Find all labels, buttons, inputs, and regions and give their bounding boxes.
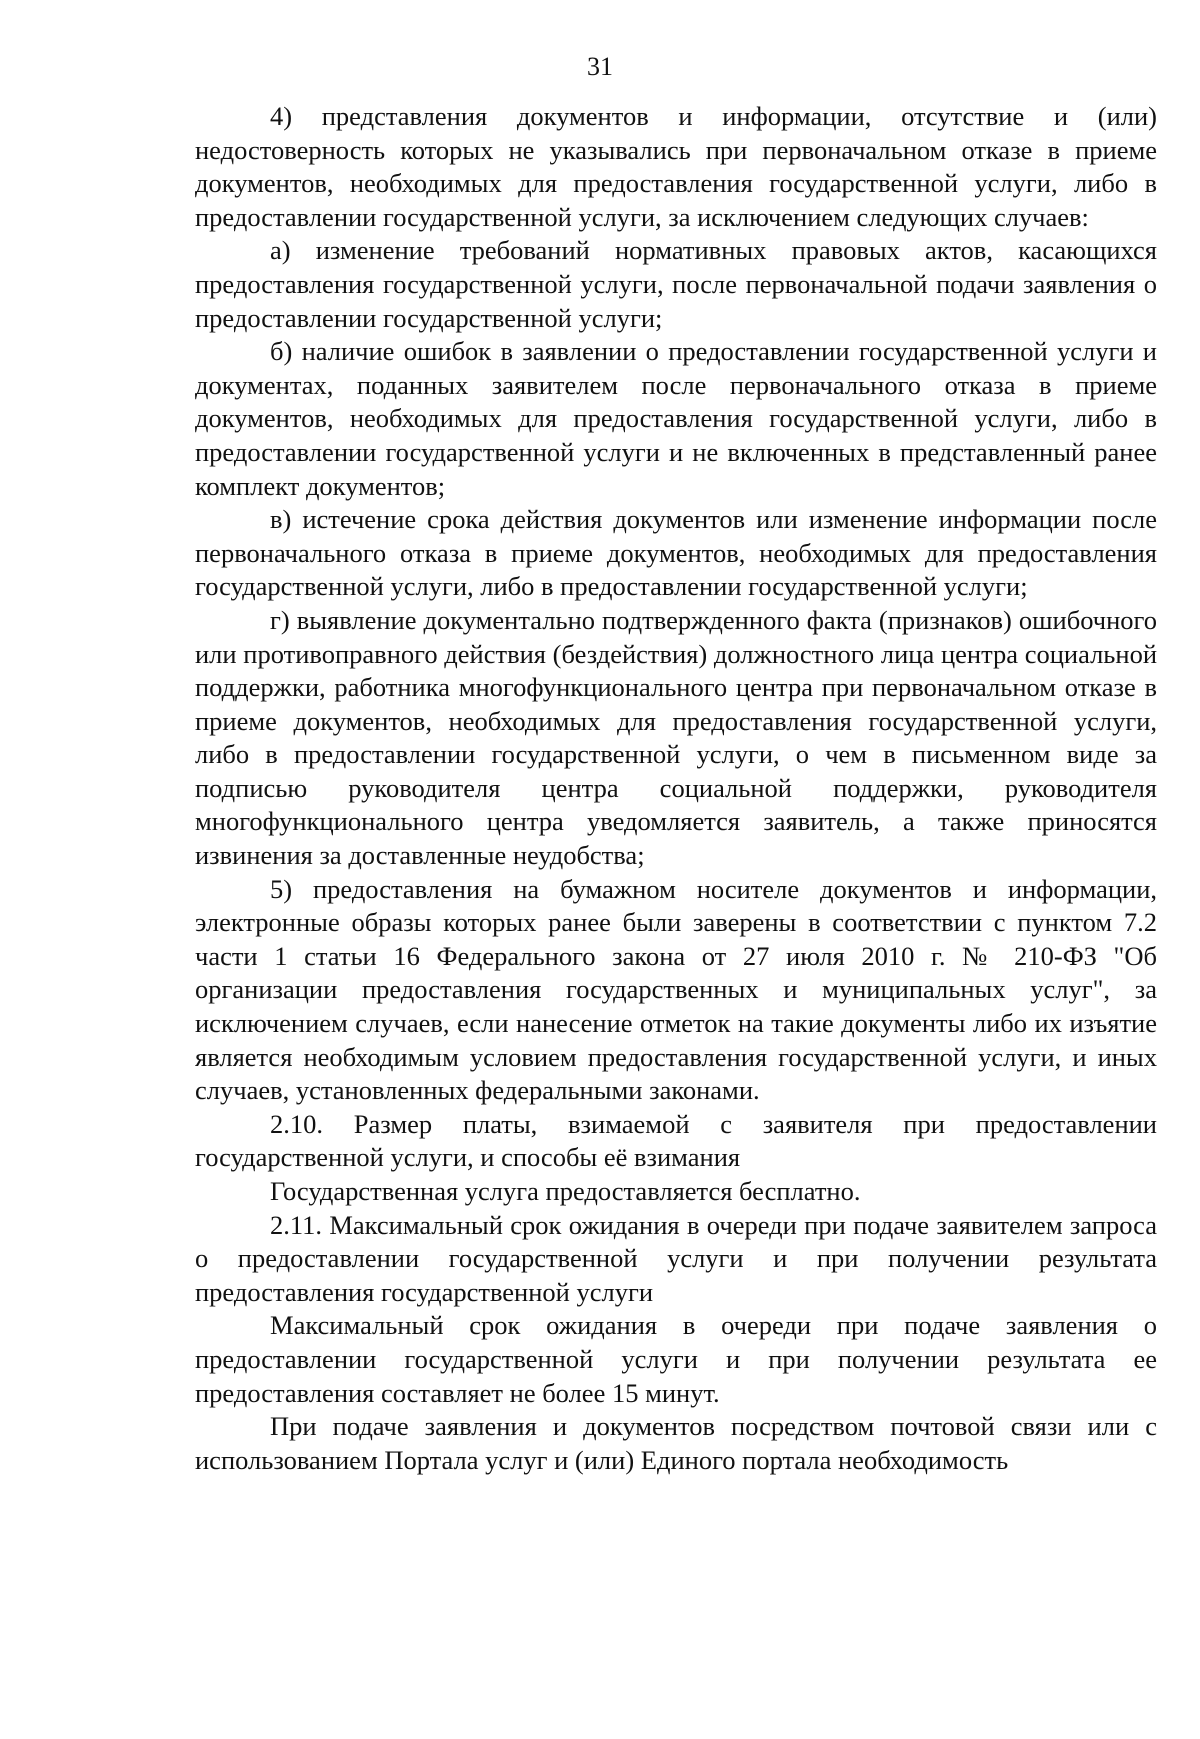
- paragraph-postal-submission: При подаче заявления и документов посредством почтовой связи или с использованием Портала услуг и (или) Единого портала необходимость: [195, 1411, 1157, 1475]
- paragraph-item-5: 5) предоставления на бумажном носителе документов и информации, электронные образы которых ранее были заверены в соответствии с пунктом 7.2 части 1 статьи 16 Федерального закона от 27 июля 2010 г. № 210-ФЗ "Об организации предоставления государственных и муниципальных услуг", за исключением случаев, если нанесение отметок на такие документы либо их изъятие является необходимым условием предоставления государственной услуги, и иных случаев, установленных федеральными законами.: [195, 873, 1157, 1106]
- section-heading-2-11: 2.11. Максимальный срок ожидания в очереди при подаче заявителем запроса о предоставлении государственной услуги и при получении результата предоставления государственной услуги: [195, 1209, 1157, 1307]
- paragraph-item-4: 4) представления документов и информации, отсутствие и (или) недостоверность которых не указывались при первоначальном отказе в приеме документов, необходимых для предоставления государственной услуги, либо в предоставлении государственной услуги, за исключением следующих случаев:: [195, 101, 1157, 232]
- paragraph-subitem-a: а) изменение требований нормативных правовых актов, касающихся предоставления государственной услуги, после первоначальной подачи заявления о предоставлении государственной услуги;: [195, 235, 1157, 333]
- paragraph-free-service: Государственная услуга предоставляется бесплатно.: [270, 1176, 861, 1206]
- paragraph-subitem-b: б) наличие ошибок в заявлении о предоставлении государственной услуги и документах, поданных заявителем после первоначального отказа в приеме документов, необходимых для предоставления государственной услуги, либо в предоставлении государственной услуги и не включенных в представленный ранее комплект документов;: [195, 336, 1157, 501]
- paragraph-max-wait: Максимальный срок ожидания в очереди при подаче заявления о предоставлении государственной услуги и при получении результата ее предоставления составляет не более 15 минут.: [195, 1310, 1157, 1408]
- section-heading-2-10: 2.10. Размер платы, взимаемой с заявителя при предоставлении государственной услуги, и способы её взимания: [195, 1108, 1157, 1173]
- page-number: 31: [587, 52, 613, 81]
- paragraph-subitem-g: г) выявление документально подтвержденного факта (признаков) ошибочного или противоправного действия (бездействия) должностного лица центра социальной поддержки, работника многофункционального центра при первоначальном отказе в приеме документов, необходимых для предоставления государственной услуги, либо в предоставлении государственной услуги, о чем в письменном виде за подписью руководителя центра социальной поддержки, руководителя многофункционального центра уведомляется заявитель, а также приносятся извинения за доставленные неудобства;: [195, 604, 1157, 871]
- document-body: [195, 100, 1157, 1477]
- paragraph-subitem-v: в) истечение срока действия документов или изменение информации после первоначального отказа в приеме документов, необходимых для предоставления государственной услуги, либо в предоставлении государственной услуги;: [195, 504, 1157, 602]
